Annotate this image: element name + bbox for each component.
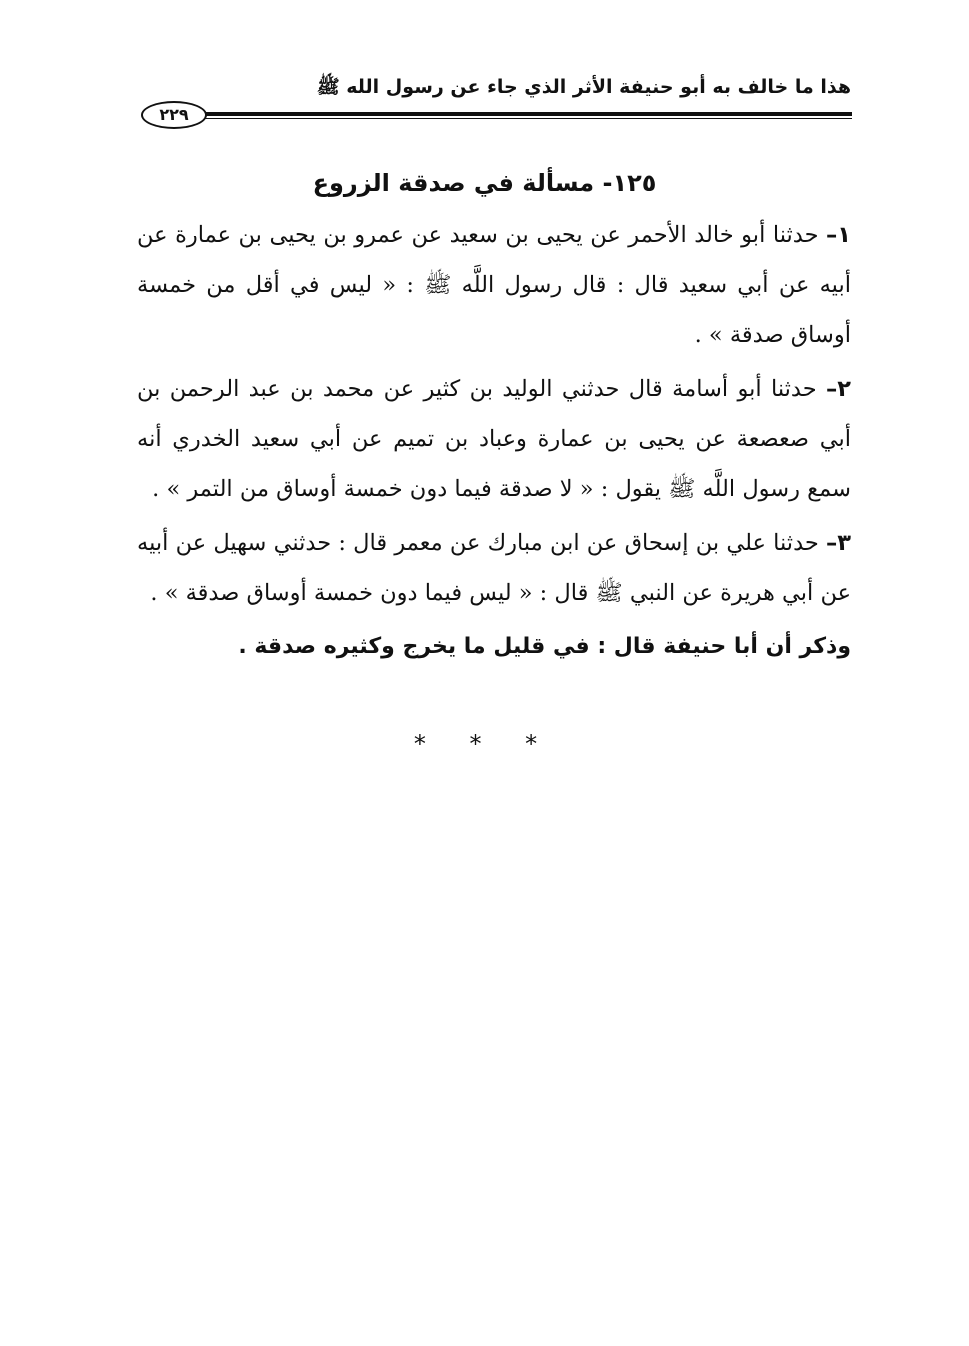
paragraph-2 <box>137 364 851 514</box>
header-rule <box>200 112 852 119</box>
paragraph-number: ٢– <box>826 376 851 402</box>
body-text <box>137 210 851 676</box>
paragraph-text: حدثنا أبو خالد الأحمر عن يحيى بن سعيد عن عمرو بن يحيى بن عمارة عن أبيه عن أبي سعيد قال : قال رسول اللَّه ﷺ : « ليس في أقل من خمسة أوساق صدقة » . <box>137 222 851 348</box>
paragraph-text: حدثنا علي بن إسحاق عن ابن مبارك عن معمر قال : حدثني سهيل عن أبيه عن أبي هريرة عن النبي ﷺ قال : « ليس فيما دون خمسة أوساق صدقة » . <box>137 530 851 606</box>
running-header: هذا ما خالف به أبو حنيفة الأثر الذي جاء عن رسول الله ﷺ <box>316 76 851 98</box>
conclusion-text: وذكر أن أبا حنيفة قال : في قليل ما يخرج وكثيره صدقة . <box>238 634 851 659</box>
page-number: ٢٢٩ <box>141 101 207 129</box>
paragraph-number: ٣– <box>826 530 851 556</box>
paragraph-3 <box>137 518 851 618</box>
section-title: ١٢٥- مسألة في صدقة الزروع <box>312 169 657 197</box>
paragraph-number: ١– <box>826 222 851 248</box>
paragraph-text: حدثنا أبو أسامة قال حدثني الوليد بن كثير عن محمد بن عبد الرحمن بن أبي صعصعة عن يحيى بن عمارة وعباد بن تميم عن أبي سعيد الخدري أنه سمع رسول اللَّه ﷺ يقول : « لا صدقة فيما دون خمسة أوساق من التمر » . <box>137 376 851 502</box>
section-separator: * * * <box>413 730 556 758</box>
paragraph-1 <box>137 210 851 360</box>
